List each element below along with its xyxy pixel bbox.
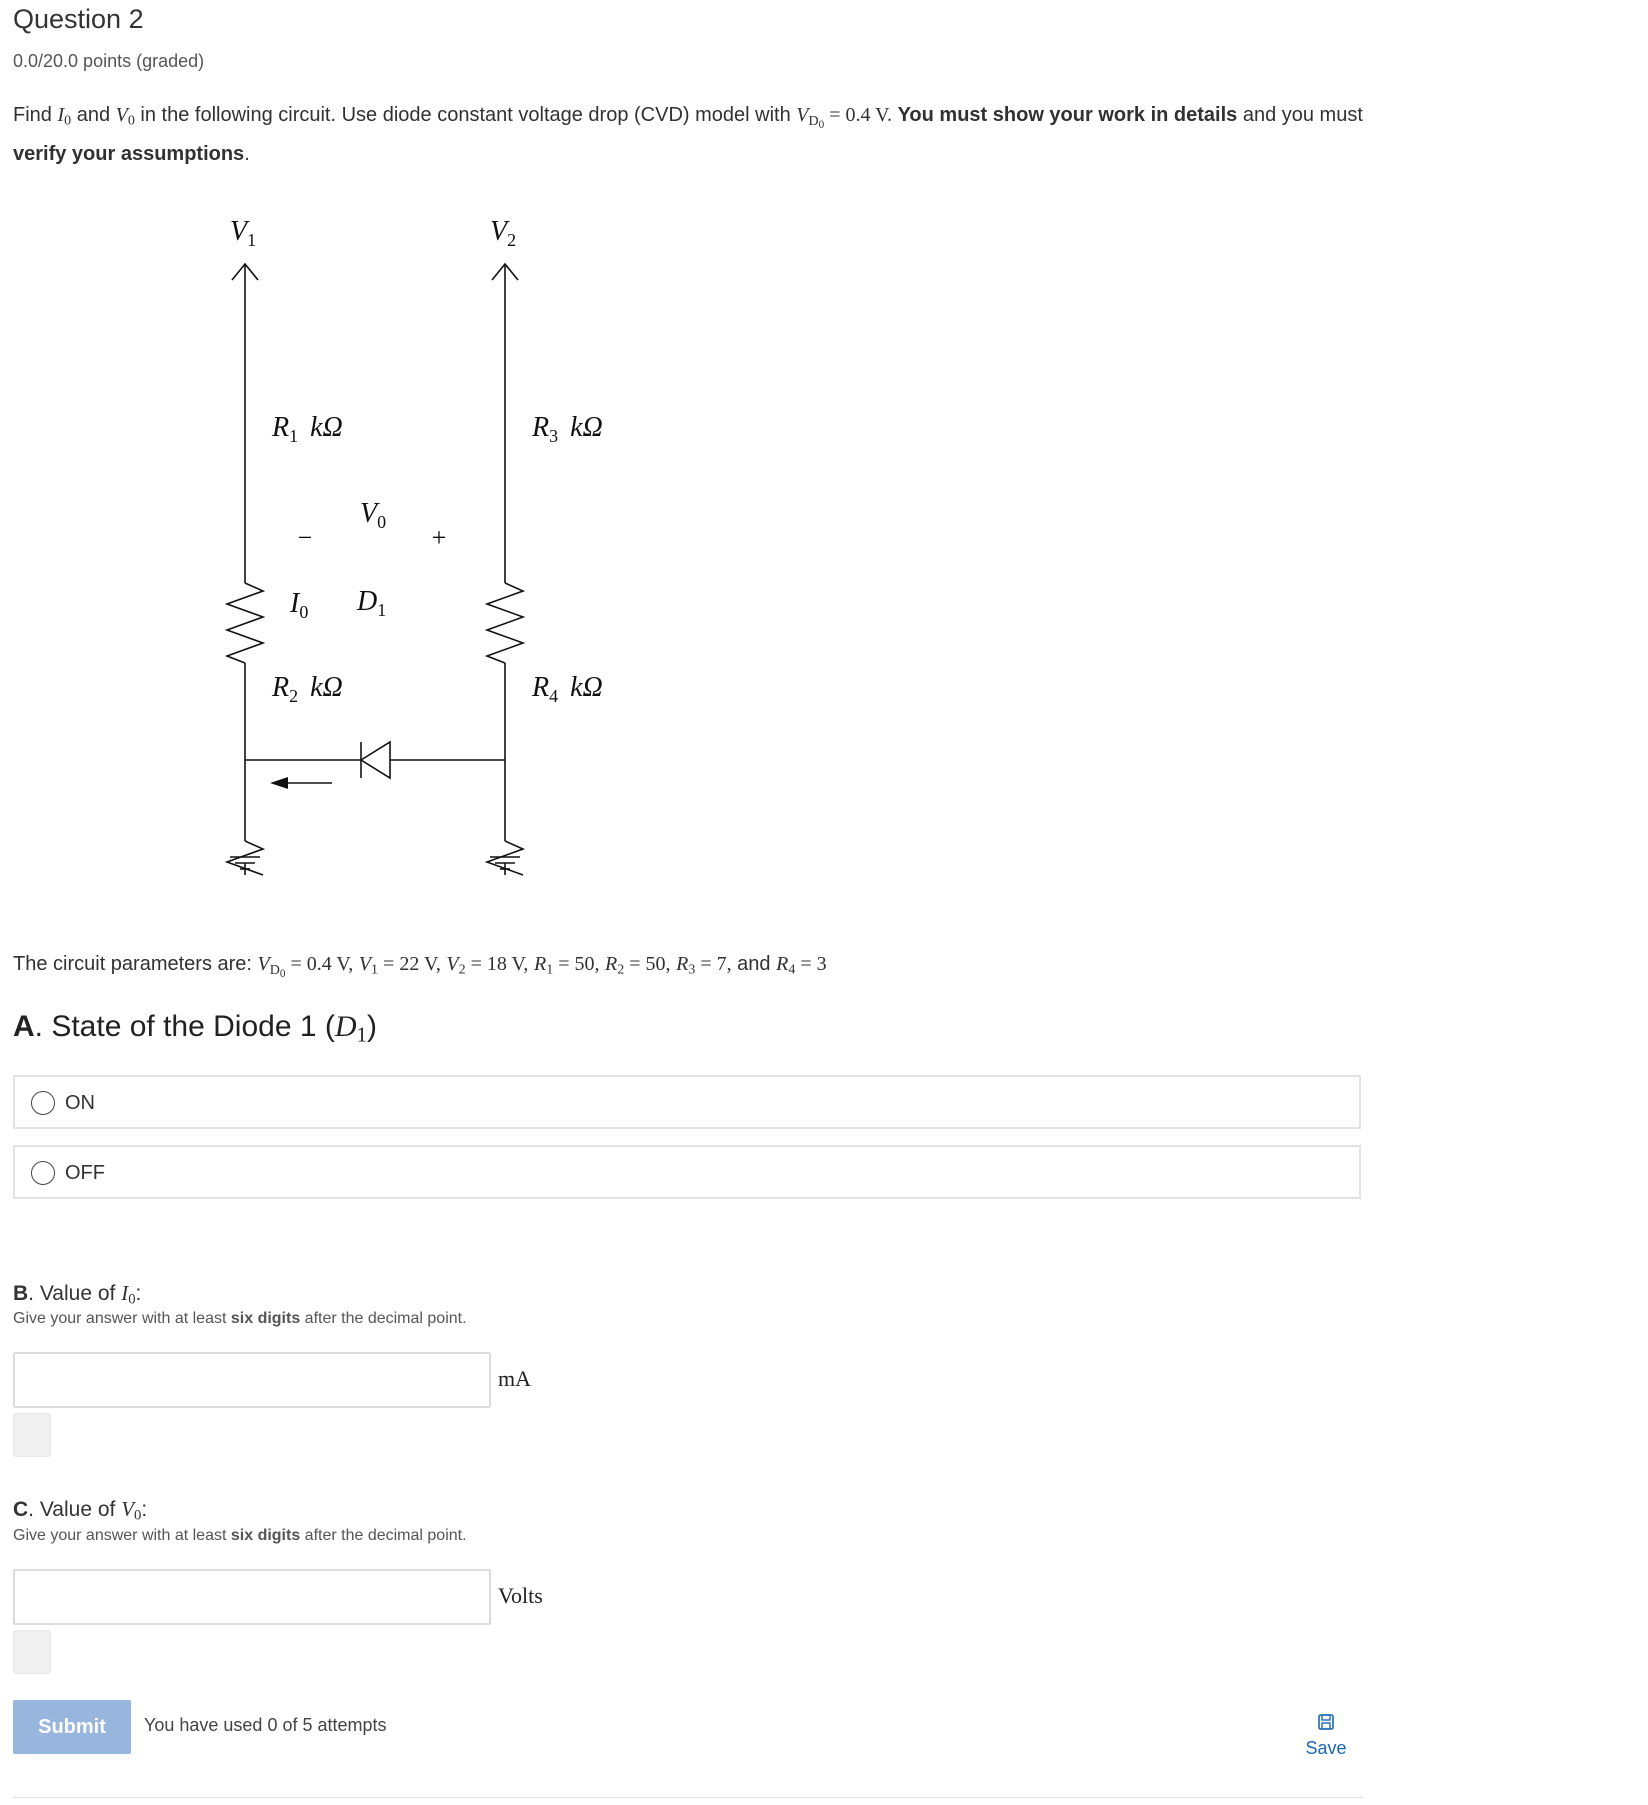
section-divider [13, 1797, 1363, 1798]
svg-text:R1kΩ: $R_1$ kΩ [272, 412, 343, 446]
v0-unit: Volts [498, 1583, 543, 1608]
choice-on[interactable] [13, 1075, 1361, 1129]
radio-on[interactable] [31, 1091, 55, 1115]
svg-text:R3kΩ: $R_3$ kΩ [532, 412, 603, 446]
v0-answer-input[interactable] [13, 1569, 491, 1625]
svg-text:−: − [296, 523, 314, 552]
svg-text:D1: $D_1$ [357, 586, 387, 620]
v0-symbol: $V_0$ [115, 104, 135, 129]
save-button[interactable] [1300, 1713, 1352, 1759]
question-title: Question 2 [13, 4, 144, 34]
svg-text:V1: $V_1$ [230, 216, 257, 250]
points-status: 0.0/20.0 points (graded) [13, 51, 205, 71]
svg-text:I0: $I_0$ [290, 588, 309, 622]
radio-off[interactable] [31, 1161, 55, 1185]
choice-on-label: ON [65, 1092, 95, 1114]
save-icon [1317, 1713, 1335, 1731]
r1-resistor [227, 583, 263, 663]
i0-answer-input[interactable] [13, 1352, 491, 1408]
problem-statement: Find $I_0$ and $V_0$ in the following circuit. Use diode constant voltage drop (CVD) model with $V_{D_0} = 0.4$ V. You must show your work in details and you must verify your assumptions. [13, 104, 1363, 166]
circuit-diagram [0, 200, 700, 880]
svg-text:V2: $V_2$ [490, 216, 517, 250]
i0-symbol: $I_0$ [57, 104, 72, 129]
vd0-symbol: $V_{D_0}$ [796, 104, 825, 131]
i0-status-indicator [13, 1413, 51, 1457]
i0-unit: mA [498, 1366, 531, 1391]
d1-diode [361, 742, 390, 778]
svg-text:V0: $V_0$ [360, 498, 387, 532]
choice-off-label: OFF [65, 1162, 105, 1184]
svg-text:R2kΩ: $R_2$ kΩ [272, 672, 343, 706]
submit-button[interactable]: Submit [13, 1700, 131, 1754]
i0-arrow [270, 777, 288, 789]
svg-text:R4kΩ: $R_4$ kΩ [532, 672, 603, 706]
part-a-heading: A. State of the Diode 1 $(D_1)$ [13, 1010, 378, 1047]
part-c-heading: C. Value of $V_0$: [13, 1497, 148, 1524]
circuit-parameters: The circuit parameters are: $V_{D_0} = 0.4$ V, $V_1 = 22$ V, $V_2 = 18$ V, $R_1 = 50$, $R_2 = 50$, $R_3 = 7$, and $R_4 = 3$ [13, 953, 827, 980]
part-b-heading: B. Value of $I_0$: [13, 1281, 142, 1308]
save-label: Save [1305, 1738, 1347, 1758]
r3-resistor [487, 583, 523, 663]
svg-text:+: + [430, 523, 448, 552]
part-b-hint: Give your answer with at least six digits after the decimal point. [13, 1310, 467, 1327]
choice-off[interactable] [13, 1145, 1361, 1199]
v0-status-indicator [13, 1630, 51, 1674]
part-c-hint: Give your answer with at least six digits after the decimal point. [13, 1527, 467, 1544]
attempts-counter: You have used 0 of 5 attempts [144, 1715, 387, 1735]
